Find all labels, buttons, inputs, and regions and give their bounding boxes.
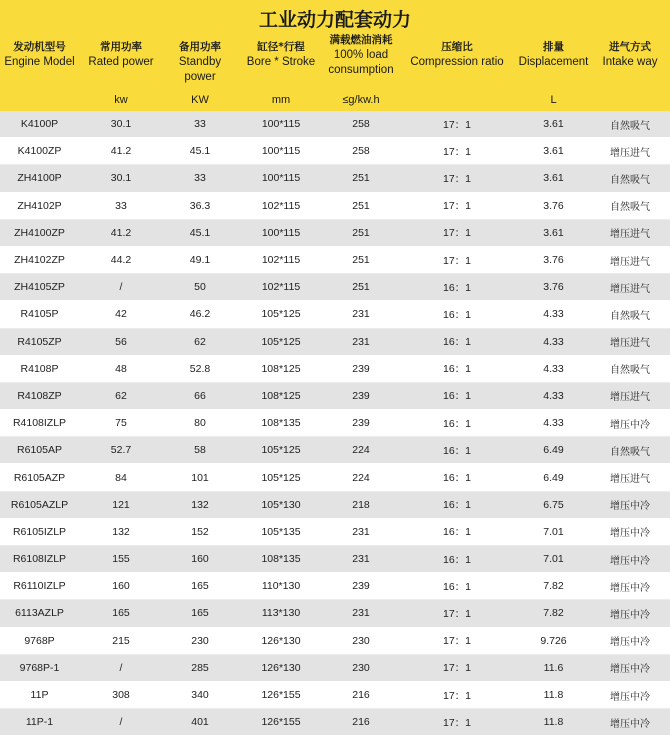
cell-model: ZH4100ZP bbox=[0, 219, 79, 246]
col-header-bore-stroke: 缸径*行程 Bore * Stroke bbox=[246, 41, 316, 68]
cell-standby-power: 160 bbox=[163, 546, 237, 573]
unit-bore-stroke: mm bbox=[271, 94, 291, 106]
cell-intake-way: 自然吸气 bbox=[590, 301, 670, 328]
cell-bore-stroke: 102*115 bbox=[237, 274, 325, 301]
cell-consumption: 251 bbox=[325, 274, 397, 301]
cell-displacement: 4.33 bbox=[517, 328, 590, 355]
cell-rated-power: 160 bbox=[79, 573, 163, 600]
cell-model: 9768P-1 bbox=[0, 654, 79, 681]
cell-rated-power: 48 bbox=[79, 355, 163, 382]
cell-model: R4108ZP bbox=[0, 382, 79, 409]
unit-displacement: L bbox=[550, 94, 557, 106]
cell-bore-stroke: 108*135 bbox=[237, 410, 325, 437]
cell-standby-power: 46.2 bbox=[163, 301, 237, 328]
cell-displacement: 7.82 bbox=[517, 573, 590, 600]
cell-standby-power: 36.3 bbox=[163, 192, 237, 219]
cell-compression-ratio: 17：1 bbox=[397, 219, 517, 246]
cell-displacement: 4.33 bbox=[517, 382, 590, 409]
cell-intake-way: 增压中冷 bbox=[590, 573, 670, 600]
cell-model: R6105AZP bbox=[0, 464, 79, 491]
cell-rated-power: 30.1 bbox=[79, 111, 163, 138]
cell-model: R4108P bbox=[0, 355, 79, 382]
cell-intake-way: 增压进气 bbox=[590, 328, 670, 355]
cell-displacement: 9.726 bbox=[517, 627, 590, 654]
cell-rated-power: 62 bbox=[79, 382, 163, 409]
cell-rated-power: 132 bbox=[79, 518, 163, 545]
cell-model: R4105ZP bbox=[0, 328, 79, 355]
cell-model: R6105IZLP bbox=[0, 518, 79, 545]
engine-table-body bbox=[0, 111, 670, 736]
cell-standby-power: 132 bbox=[163, 491, 237, 518]
cell-compression-ratio: 17：1 bbox=[397, 111, 517, 138]
table-row bbox=[0, 464, 670, 491]
cell-consumption: 239 bbox=[325, 355, 397, 382]
col-header-rated: 常用功率 Rated power bbox=[88, 41, 154, 68]
cell-rated-power: 33 bbox=[79, 192, 163, 219]
cell-consumption: 216 bbox=[325, 681, 397, 708]
cell-displacement: 3.61 bbox=[517, 138, 590, 165]
cell-standby-power: 165 bbox=[163, 600, 237, 627]
cell-bore-stroke: 105*125 bbox=[237, 301, 325, 328]
cell-compression-ratio: 17：1 bbox=[397, 709, 517, 736]
cell-bore-stroke: 108*125 bbox=[237, 355, 325, 382]
cell-bore-stroke: 110*130 bbox=[237, 573, 325, 600]
cell-compression-ratio: 17：1 bbox=[397, 627, 517, 654]
cell-bore-stroke: 100*115 bbox=[237, 165, 325, 192]
cell-intake-way: 自然吸气 bbox=[590, 192, 670, 219]
cell-rated-power: 30.1 bbox=[79, 165, 163, 192]
cell-compression-ratio: 17：1 bbox=[397, 654, 517, 681]
col-header-displacement: 排量 Displacement bbox=[518, 41, 589, 68]
col-header-model: 发动机型号 Engine Model bbox=[4, 41, 75, 68]
cell-standby-power: 66 bbox=[163, 382, 237, 409]
cell-displacement: 3.76 bbox=[517, 246, 590, 273]
cell-consumption: 239 bbox=[325, 410, 397, 437]
cell-standby-power: 401 bbox=[163, 709, 237, 736]
cell-compression-ratio: 17：1 bbox=[397, 246, 517, 273]
cell-rated-power: / bbox=[79, 709, 163, 736]
cell-displacement: 4.33 bbox=[517, 301, 590, 328]
table-row bbox=[0, 518, 670, 545]
cell-intake-way: 自然吸气 bbox=[590, 165, 670, 192]
cell-model: R6105AZLP bbox=[0, 491, 79, 518]
cell-displacement: 3.76 bbox=[517, 274, 590, 301]
cell-rated-power: 308 bbox=[79, 681, 163, 708]
cell-rated-power: 56 bbox=[79, 328, 163, 355]
table-header bbox=[0, 0, 670, 111]
cell-standby-power: 33 bbox=[163, 165, 237, 192]
cell-consumption: 258 bbox=[325, 138, 397, 165]
engine-table bbox=[0, 111, 670, 736]
cell-displacement: 4.33 bbox=[517, 410, 590, 437]
table-row bbox=[0, 382, 670, 409]
table-row bbox=[0, 681, 670, 708]
cell-intake-way: 增压进气 bbox=[590, 138, 670, 165]
cell-intake-way: 增压进气 bbox=[590, 464, 670, 491]
cell-rated-power: 41.2 bbox=[79, 219, 163, 246]
cell-rated-power: 121 bbox=[79, 491, 163, 518]
cell-model: 11P-1 bbox=[0, 709, 79, 736]
cell-displacement: 3.61 bbox=[517, 165, 590, 192]
cell-rated-power: 84 bbox=[79, 464, 163, 491]
cell-standby-power: 33 bbox=[163, 111, 237, 138]
cell-displacement: 6.49 bbox=[517, 437, 590, 464]
col-header-standby: 备用功率 Standby power bbox=[178, 41, 222, 83]
cell-rated-power: 44.2 bbox=[79, 246, 163, 273]
cell-rated-power: 215 bbox=[79, 627, 163, 654]
cell-model: R6105AP bbox=[0, 437, 79, 464]
cell-standby-power: 49.1 bbox=[163, 246, 237, 273]
cell-standby-power: 152 bbox=[163, 518, 237, 545]
cell-displacement: 7.01 bbox=[517, 518, 590, 545]
table-row bbox=[0, 246, 670, 273]
cell-intake-way: 增压中冷 bbox=[590, 654, 670, 681]
cell-consumption: 231 bbox=[325, 546, 397, 573]
cell-intake-way: 增压中冷 bbox=[590, 410, 670, 437]
cell-standby-power: 45.1 bbox=[163, 219, 237, 246]
cell-compression-ratio: 16：1 bbox=[397, 546, 517, 573]
cell-model: R4105P bbox=[0, 301, 79, 328]
cell-standby-power: 50 bbox=[163, 274, 237, 301]
unit-rated: kw bbox=[114, 94, 128, 106]
unit-consumption: ≤g/kw.h bbox=[342, 94, 380, 106]
cell-displacement: 3.76 bbox=[517, 192, 590, 219]
cell-displacement: 7.82 bbox=[517, 600, 590, 627]
cell-standby-power: 52.8 bbox=[163, 355, 237, 382]
cell-compression-ratio: 16：1 bbox=[397, 464, 517, 491]
cell-displacement: 6.75 bbox=[517, 491, 590, 518]
cell-consumption: 231 bbox=[325, 301, 397, 328]
cell-consumption: 224 bbox=[325, 464, 397, 491]
cell-standby-power: 62 bbox=[163, 328, 237, 355]
cell-consumption: 230 bbox=[325, 654, 397, 681]
cell-compression-ratio: 16：1 bbox=[397, 410, 517, 437]
cell-displacement: 6.49 bbox=[517, 464, 590, 491]
table-row bbox=[0, 328, 670, 355]
cell-consumption: 251 bbox=[325, 165, 397, 192]
table-row bbox=[0, 219, 670, 246]
table-row bbox=[0, 355, 670, 382]
cell-bore-stroke: 105*135 bbox=[237, 518, 325, 545]
cell-bore-stroke: 126*155 bbox=[237, 709, 325, 736]
cell-consumption: 251 bbox=[325, 246, 397, 273]
table-row bbox=[0, 546, 670, 573]
cell-model: R6108IZLP bbox=[0, 546, 79, 573]
cell-bore-stroke: 126*130 bbox=[237, 627, 325, 654]
cell-standby-power: 80 bbox=[163, 410, 237, 437]
cell-intake-way: 增压中冷 bbox=[590, 681, 670, 708]
cell-model: ZH4100P bbox=[0, 165, 79, 192]
cell-compression-ratio: 17：1 bbox=[397, 192, 517, 219]
cell-consumption: 224 bbox=[325, 437, 397, 464]
cell-bore-stroke: 100*115 bbox=[237, 219, 325, 246]
cell-intake-way: 自然吸气 bbox=[590, 111, 670, 138]
unit-standby: KW bbox=[191, 94, 209, 106]
table-row bbox=[0, 274, 670, 301]
cell-consumption: 231 bbox=[325, 328, 397, 355]
cell-rated-power: 42 bbox=[79, 301, 163, 328]
cell-compression-ratio: 16：1 bbox=[397, 382, 517, 409]
cell-compression-ratio: 16：1 bbox=[397, 491, 517, 518]
cell-model: ZH4102P bbox=[0, 192, 79, 219]
cell-bore-stroke: 100*115 bbox=[237, 138, 325, 165]
cell-compression-ratio: 16：1 bbox=[397, 328, 517, 355]
cell-model: 9768P bbox=[0, 627, 79, 654]
cell-model: K4100P bbox=[0, 111, 79, 138]
cell-bore-stroke: 113*130 bbox=[237, 600, 325, 627]
table-row bbox=[0, 111, 670, 138]
cell-intake-way: 增压中冷 bbox=[590, 600, 670, 627]
col-header-intake: 进气方式 Intake way bbox=[602, 41, 658, 68]
cell-displacement: 4.33 bbox=[517, 355, 590, 382]
cell-standby-power: 45.1 bbox=[163, 138, 237, 165]
cell-consumption: 216 bbox=[325, 709, 397, 736]
cell-displacement: 3.61 bbox=[517, 219, 590, 246]
cell-displacement: 11.6 bbox=[517, 654, 590, 681]
cell-model: R4108IZLP bbox=[0, 410, 79, 437]
cell-rated-power: 75 bbox=[79, 410, 163, 437]
cell-consumption: 258 bbox=[325, 111, 397, 138]
table-row bbox=[0, 138, 670, 165]
cell-bore-stroke: 102*115 bbox=[237, 192, 325, 219]
cell-consumption: 230 bbox=[325, 627, 397, 654]
cell-rated-power: 52.7 bbox=[79, 437, 163, 464]
cell-bore-stroke: 105*125 bbox=[237, 328, 325, 355]
cell-bore-stroke: 105*130 bbox=[237, 491, 325, 518]
col-header-compression: 压缩比 Compression ratio bbox=[410, 41, 504, 68]
cell-compression-ratio: 16：1 bbox=[397, 274, 517, 301]
cell-intake-way: 增压中冷 bbox=[590, 627, 670, 654]
cell-intake-way: 增压中冷 bbox=[590, 518, 670, 545]
cell-model: 6113AZLP bbox=[0, 600, 79, 627]
cell-intake-way: 增压进气 bbox=[590, 219, 670, 246]
cell-standby-power: 101 bbox=[163, 464, 237, 491]
table-row bbox=[0, 600, 670, 627]
cell-compression-ratio: 16：1 bbox=[397, 355, 517, 382]
cell-intake-way: 增压进气 bbox=[590, 382, 670, 409]
cell-model: K4100ZP bbox=[0, 138, 79, 165]
table-row bbox=[0, 165, 670, 192]
cell-consumption: 251 bbox=[325, 192, 397, 219]
cell-compression-ratio: 16：1 bbox=[397, 301, 517, 328]
table-row bbox=[0, 410, 670, 437]
cell-rated-power: 41.2 bbox=[79, 138, 163, 165]
cell-standby-power: 285 bbox=[163, 654, 237, 681]
cell-intake-way: 增压中冷 bbox=[590, 491, 670, 518]
cell-consumption: 231 bbox=[325, 518, 397, 545]
cell-bore-stroke: 126*155 bbox=[237, 681, 325, 708]
cell-bore-stroke: 108*125 bbox=[237, 382, 325, 409]
cell-displacement: 3.61 bbox=[517, 111, 590, 138]
table-row bbox=[0, 654, 670, 681]
table-row bbox=[0, 301, 670, 328]
table-row bbox=[0, 491, 670, 518]
col-header-consumption: 满载燃油消耗 100% load consumption bbox=[328, 34, 394, 76]
table-row bbox=[0, 573, 670, 600]
cell-standby-power: 165 bbox=[163, 573, 237, 600]
cell-bore-stroke: 108*135 bbox=[237, 546, 325, 573]
cell-bore-stroke: 105*125 bbox=[237, 464, 325, 491]
cell-consumption: 218 bbox=[325, 491, 397, 518]
cell-bore-stroke: 126*130 bbox=[237, 654, 325, 681]
cell-bore-stroke: 105*125 bbox=[237, 437, 325, 464]
cell-bore-stroke: 100*115 bbox=[237, 111, 325, 138]
table-row bbox=[0, 627, 670, 654]
cell-displacement: 7.01 bbox=[517, 546, 590, 573]
cell-compression-ratio: 16：1 bbox=[397, 573, 517, 600]
cell-intake-way: 自然吸气 bbox=[590, 437, 670, 464]
cell-model: 11P bbox=[0, 681, 79, 708]
cell-rated-power: 155 bbox=[79, 546, 163, 573]
cell-model: ZH4105ZP bbox=[0, 274, 79, 301]
cell-intake-way: 增压中冷 bbox=[590, 709, 670, 736]
cell-rated-power: / bbox=[79, 274, 163, 301]
cell-intake-way: 自然吸气 bbox=[590, 355, 670, 382]
cell-model: R6110IZLP bbox=[0, 573, 79, 600]
table-row bbox=[0, 192, 670, 219]
cell-compression-ratio: 17：1 bbox=[397, 138, 517, 165]
cell-compression-ratio: 16：1 bbox=[397, 518, 517, 545]
cell-compression-ratio: 16：1 bbox=[397, 437, 517, 464]
cell-bore-stroke: 102*115 bbox=[237, 246, 325, 273]
page-title: 工业动力配套动力 bbox=[258, 9, 411, 31]
cell-rated-power: 165 bbox=[79, 600, 163, 627]
cell-standby-power: 230 bbox=[163, 627, 237, 654]
table-row bbox=[0, 437, 670, 464]
cell-displacement: 11.8 bbox=[517, 681, 590, 708]
cell-standby-power: 58 bbox=[163, 437, 237, 464]
cell-model: ZH4102ZP bbox=[0, 246, 79, 273]
cell-consumption: 239 bbox=[325, 382, 397, 409]
cell-intake-way: 增压进气 bbox=[590, 246, 670, 273]
cell-intake-way: 增压中冷 bbox=[590, 546, 670, 573]
cell-standby-power: 340 bbox=[163, 681, 237, 708]
cell-compression-ratio: 17：1 bbox=[397, 165, 517, 192]
table-row bbox=[0, 709, 670, 736]
cell-intake-way: 增压进气 bbox=[590, 274, 670, 301]
cell-consumption: 251 bbox=[325, 219, 397, 246]
cell-compression-ratio: 17：1 bbox=[397, 681, 517, 708]
cell-compression-ratio: 17：1 bbox=[397, 600, 517, 627]
cell-consumption: 239 bbox=[325, 573, 397, 600]
cell-rated-power: / bbox=[79, 654, 163, 681]
cell-displacement: 11.8 bbox=[517, 709, 590, 736]
cell-consumption: 231 bbox=[325, 600, 397, 627]
